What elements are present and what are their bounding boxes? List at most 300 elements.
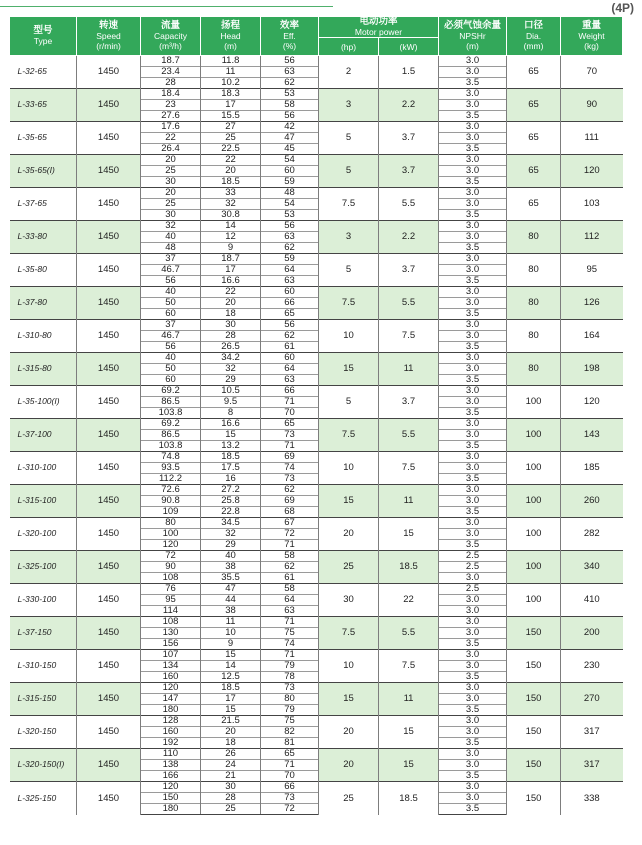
model-cell: L-330-100 xyxy=(10,584,77,617)
npsh-cell: 3.5 xyxy=(439,771,507,782)
eff-cell: 73 xyxy=(261,793,319,804)
npsh-cell: 3.0 xyxy=(439,727,507,738)
npsh-cell: 3.0 xyxy=(439,331,507,342)
power-kw-cell: 15 xyxy=(379,716,439,749)
npsh-cell: 3.0 xyxy=(439,155,507,166)
power-hp-cell: 7.5 xyxy=(319,419,379,452)
weight-cell: 200 xyxy=(561,617,623,650)
head-cell: 12.5 xyxy=(201,672,261,683)
model-cell: L-315-80 xyxy=(10,353,77,386)
model-cell: L-33-80 xyxy=(10,221,77,254)
dia-cell: 150 xyxy=(507,782,561,815)
power-hp-cell: 7.5 xyxy=(319,617,379,650)
weight-cell: 282 xyxy=(561,518,623,551)
npsh-cell: 3.5 xyxy=(439,804,507,815)
head-cell: 10.5 xyxy=(201,386,261,397)
table-row xyxy=(10,782,623,793)
npsh-cell: 3.5 xyxy=(439,144,507,155)
capacity-cell: 180 xyxy=(141,705,201,716)
head-cell: 17 xyxy=(201,100,261,111)
speed-cell: 1450 xyxy=(77,353,141,386)
weight-cell: 70 xyxy=(561,56,623,89)
capacity-cell: 110 xyxy=(141,749,201,760)
npsh-cell: 3.5 xyxy=(439,672,507,683)
npsh-cell: 3.0 xyxy=(439,397,507,408)
table-row xyxy=(10,716,623,727)
weight-cell: 111 xyxy=(561,122,623,155)
spec-table-body xyxy=(10,56,623,815)
power-hp-cell: 3 xyxy=(319,221,379,254)
header-head: 扬程 Head (m) xyxy=(201,17,261,56)
power-hp-cell: 30 xyxy=(319,584,379,617)
eff-cell: 78 xyxy=(261,672,319,683)
head-cell: 26 xyxy=(201,749,261,760)
capacity-cell: 90 xyxy=(141,562,201,573)
head-cell: 15 xyxy=(201,705,261,716)
head-cell: 12 xyxy=(201,232,261,243)
eff-cell: 63 xyxy=(261,606,319,617)
speed-cell: 1450 xyxy=(77,56,141,89)
dia-cell: 80 xyxy=(507,320,561,353)
table-row xyxy=(10,155,623,166)
table-row xyxy=(10,518,623,529)
eff-cell: 74 xyxy=(261,639,319,650)
speed-cell: 1450 xyxy=(77,287,141,320)
head-cell: 18 xyxy=(201,738,261,749)
head-cell: 22 xyxy=(201,155,261,166)
weight-cell: 230 xyxy=(561,650,623,683)
weight-cell: 112 xyxy=(561,221,623,254)
head-cell: 15 xyxy=(201,650,261,661)
eff-cell: 63 xyxy=(261,276,319,287)
npsh-cell: 3.0 xyxy=(439,793,507,804)
npsh-cell: 3.0 xyxy=(439,89,507,100)
head-cell: 13.2 xyxy=(201,441,261,452)
capacity-cell: 48 xyxy=(141,243,201,254)
capacity-cell: 103.8 xyxy=(141,408,201,419)
head-cell: 15.5 xyxy=(201,111,261,122)
eff-cell: 79 xyxy=(261,705,319,716)
speed-cell: 1450 xyxy=(77,386,141,419)
power-hp-cell: 10 xyxy=(319,320,379,353)
power-kw-cell: 15 xyxy=(379,518,439,551)
model-cell: L-325-150 xyxy=(10,782,77,815)
capacity-cell: 17.6 xyxy=(141,122,201,133)
npsh-cell: 3.5 xyxy=(439,111,507,122)
eff-cell: 63 xyxy=(261,375,319,386)
weight-cell: 143 xyxy=(561,419,623,452)
capacity-cell: 20 xyxy=(141,155,201,166)
eff-cell: 68 xyxy=(261,507,319,518)
head-cell: 18.7 xyxy=(201,254,261,265)
dia-cell: 150 xyxy=(507,749,561,782)
power-hp-cell: 7.5 xyxy=(319,188,379,221)
head-cell: 38 xyxy=(201,606,261,617)
power-hp-cell: 5 xyxy=(319,155,379,188)
table-row xyxy=(10,749,623,760)
speed-cell: 1450 xyxy=(77,221,141,254)
capacity-cell: 100 xyxy=(141,529,201,540)
eff-cell: 71 xyxy=(261,397,319,408)
dia-cell: 100 xyxy=(507,452,561,485)
power-hp-cell: 25 xyxy=(319,782,379,815)
npsh-cell: 3.0 xyxy=(439,364,507,375)
eff-cell: 73 xyxy=(261,683,319,694)
npsh-cell: 3.0 xyxy=(439,617,507,628)
npsh-cell: 3.0 xyxy=(439,496,507,507)
table-row xyxy=(10,254,623,265)
capacity-cell: 50 xyxy=(141,364,201,375)
capacity-cell: 69.2 xyxy=(141,419,201,430)
eff-cell: 66 xyxy=(261,298,319,309)
head-cell: 11 xyxy=(201,617,261,628)
dia-cell: 80 xyxy=(507,287,561,320)
speed-cell: 1450 xyxy=(77,617,141,650)
head-cell: 29 xyxy=(201,375,261,386)
eff-cell: 58 xyxy=(261,584,319,595)
capacity-cell: 114 xyxy=(141,606,201,617)
head-cell: 32 xyxy=(201,199,261,210)
header-type: 型号 Type xyxy=(10,17,77,56)
model-cell: L-320-100 xyxy=(10,518,77,551)
table-row xyxy=(10,188,623,199)
power-hp-cell: 3 xyxy=(319,89,379,122)
head-cell: 47 xyxy=(201,584,261,595)
head-cell: 26.5 xyxy=(201,342,261,353)
npsh-cell: 3.5 xyxy=(439,309,507,320)
npsh-cell: 3.0 xyxy=(439,221,507,232)
eff-cell: 64 xyxy=(261,595,319,606)
capacity-cell: 128 xyxy=(141,716,201,727)
npsh-cell: 3.0 xyxy=(439,595,507,606)
capacity-cell: 22 xyxy=(141,133,201,144)
npsh-cell: 3.5 xyxy=(439,276,507,287)
head-cell: 22.8 xyxy=(201,507,261,518)
head-cell: 22.5 xyxy=(201,144,261,155)
power-hp-cell: 20 xyxy=(319,518,379,551)
header-dia: 口径 Dia. (mm) xyxy=(507,17,561,56)
head-cell: 17 xyxy=(201,694,261,705)
power-hp-cell: 15 xyxy=(319,485,379,518)
eff-cell: 70 xyxy=(261,408,319,419)
eff-cell: 54 xyxy=(261,199,319,210)
eff-cell: 47 xyxy=(261,133,319,144)
capacity-cell: 120 xyxy=(141,683,201,694)
npsh-cell: 3.5 xyxy=(439,705,507,716)
model-cell: L-37-100 xyxy=(10,419,77,452)
power-kw-cell: 18.5 xyxy=(379,551,439,584)
head-cell: 14 xyxy=(201,221,261,232)
head-cell: 9 xyxy=(201,639,261,650)
head-cell: 11.8 xyxy=(201,56,261,67)
head-cell: 14 xyxy=(201,661,261,672)
table-row xyxy=(10,320,623,331)
npsh-cell: 3.0 xyxy=(439,518,507,529)
eff-cell: 63 xyxy=(261,67,319,78)
head-cell: 10 xyxy=(201,628,261,639)
head-cell: 28 xyxy=(201,331,261,342)
eff-cell: 58 xyxy=(261,551,319,562)
head-cell: 16 xyxy=(201,474,261,485)
npsh-cell: 3.0 xyxy=(439,573,507,584)
head-cell: 18 xyxy=(201,309,261,320)
table-row xyxy=(10,287,623,298)
eff-cell: 71 xyxy=(261,760,319,771)
table-row xyxy=(10,353,623,364)
npsh-cell: 3.5 xyxy=(439,342,507,353)
table-row xyxy=(10,452,623,463)
power-kw-cell: 18.5 xyxy=(379,782,439,815)
eff-cell: 61 xyxy=(261,342,319,353)
dia-cell: 65 xyxy=(507,188,561,221)
speed-cell: 1450 xyxy=(77,683,141,716)
head-cell: 18.5 xyxy=(201,452,261,463)
eff-cell: 67 xyxy=(261,518,319,529)
head-cell: 8 xyxy=(201,408,261,419)
capacity-cell: 109 xyxy=(141,507,201,518)
head-cell: 9 xyxy=(201,243,261,254)
header-hp: (hp) xyxy=(319,38,379,56)
power-hp-cell: 2 xyxy=(319,56,379,89)
power-kw-cell: 15 xyxy=(379,749,439,782)
eff-cell: 62 xyxy=(261,331,319,342)
capacity-cell: 166 xyxy=(141,771,201,782)
eff-cell: 81 xyxy=(261,738,319,749)
model-cell: L-32-65 xyxy=(10,56,77,89)
npsh-cell: 3.0 xyxy=(439,716,507,727)
head-cell: 15 xyxy=(201,430,261,441)
head-cell: 17 xyxy=(201,265,261,276)
weight-cell: 95 xyxy=(561,254,623,287)
eff-cell: 65 xyxy=(261,309,319,320)
eff-cell: 71 xyxy=(261,650,319,661)
table-row xyxy=(10,386,623,397)
eff-cell: 59 xyxy=(261,254,319,265)
npsh-cell: 2.5 xyxy=(439,562,507,573)
eff-cell: 70 xyxy=(261,771,319,782)
model-cell: L-320-150 xyxy=(10,716,77,749)
head-cell: 27.2 xyxy=(201,485,261,496)
capacity-cell: 25 xyxy=(141,166,201,177)
eff-cell: 73 xyxy=(261,430,319,441)
head-cell: 40 xyxy=(201,551,261,562)
eff-cell: 64 xyxy=(261,265,319,276)
table-row xyxy=(10,551,623,562)
speed-cell: 1450 xyxy=(77,485,141,518)
head-cell: 44 xyxy=(201,595,261,606)
capacity-cell: 30 xyxy=(141,177,201,188)
model-cell: L-310-80 xyxy=(10,320,77,353)
head-cell: 30.8 xyxy=(201,210,261,221)
head-cell: 16.6 xyxy=(201,419,261,430)
capacity-cell: 120 xyxy=(141,540,201,551)
npsh-cell: 3.0 xyxy=(439,287,507,298)
power-kw-cell: 3.7 xyxy=(379,122,439,155)
npsh-cell: 3.0 xyxy=(439,463,507,474)
model-cell: L-325-100 xyxy=(10,551,77,584)
power-kw-cell: 3.7 xyxy=(379,254,439,287)
table-row xyxy=(10,89,623,100)
dia-cell: 100 xyxy=(507,584,561,617)
power-hp-cell: 15 xyxy=(319,683,379,716)
npsh-cell: 3.0 xyxy=(439,628,507,639)
npsh-cell: 3.0 xyxy=(439,529,507,540)
eff-cell: 60 xyxy=(261,166,319,177)
power-kw-cell: 3.7 xyxy=(379,386,439,419)
npsh-cell: 3.0 xyxy=(439,683,507,694)
capacity-cell: 150 xyxy=(141,793,201,804)
head-cell: 16.6 xyxy=(201,276,261,287)
dia-cell: 80 xyxy=(507,353,561,386)
model-cell: L-35-100(I) xyxy=(10,386,77,419)
capacity-cell: 40 xyxy=(141,232,201,243)
weight-cell: 185 xyxy=(561,452,623,485)
npsh-cell: 3.5 xyxy=(439,375,507,386)
npsh-cell: 3.5 xyxy=(439,243,507,254)
capacity-cell: 23 xyxy=(141,100,201,111)
capacity-cell: 112.2 xyxy=(141,474,201,485)
speed-cell: 1450 xyxy=(77,155,141,188)
model-cell: L-37-150 xyxy=(10,617,77,650)
capacity-cell: 72.6 xyxy=(141,485,201,496)
power-hp-cell: 10 xyxy=(319,452,379,485)
weight-cell: 198 xyxy=(561,353,623,386)
table-row xyxy=(10,683,623,694)
power-kw-cell: 5.5 xyxy=(379,617,439,650)
weight-cell: 120 xyxy=(561,155,623,188)
table-row xyxy=(10,485,623,496)
speed-cell: 1450 xyxy=(77,650,141,683)
capacity-cell: 120 xyxy=(141,782,201,793)
npsh-cell: 3.5 xyxy=(439,639,507,650)
speed-cell: 1450 xyxy=(77,716,141,749)
capacity-cell: 80 xyxy=(141,518,201,529)
npsh-cell: 3.0 xyxy=(439,419,507,430)
pump-spec-table xyxy=(9,16,623,815)
capacity-cell: 37 xyxy=(141,320,201,331)
npsh-cell: 3.0 xyxy=(439,320,507,331)
npsh-cell: 3.5 xyxy=(439,474,507,485)
npsh-cell: 3.0 xyxy=(439,782,507,793)
capacity-cell: 147 xyxy=(141,694,201,705)
weight-cell: 126 xyxy=(561,287,623,320)
model-cell: L-320-150(I) xyxy=(10,749,77,782)
speed-cell: 1450 xyxy=(77,254,141,287)
capacity-cell: 30 xyxy=(141,210,201,221)
table-row xyxy=(10,56,623,67)
capacity-cell: 90.8 xyxy=(141,496,201,507)
eff-cell: 72 xyxy=(261,804,319,815)
power-kw-cell: 5.5 xyxy=(379,188,439,221)
table-row xyxy=(10,419,623,430)
power-kw-cell: 22 xyxy=(379,584,439,617)
head-cell: 33 xyxy=(201,188,261,199)
dia-cell: 150 xyxy=(507,683,561,716)
model-cell: L-315-100 xyxy=(10,485,77,518)
capacity-cell: 18.7 xyxy=(141,56,201,67)
npsh-cell: 3.0 xyxy=(439,133,507,144)
power-kw-cell: 5.5 xyxy=(379,419,439,452)
dia-cell: 100 xyxy=(507,386,561,419)
header-motor-power: 电动功率 Motor power xyxy=(319,17,439,38)
head-cell: 20 xyxy=(201,727,261,738)
dia-cell: 65 xyxy=(507,155,561,188)
head-cell: 11 xyxy=(201,67,261,78)
head-cell: 24 xyxy=(201,760,261,771)
npsh-cell: 3.0 xyxy=(439,56,507,67)
weight-cell: 317 xyxy=(561,749,623,782)
npsh-cell: 3.0 xyxy=(439,254,507,265)
weight-cell: 338 xyxy=(561,782,623,815)
dia-cell: 80 xyxy=(507,221,561,254)
speed-cell: 1450 xyxy=(77,320,141,353)
power-kw-cell: 11 xyxy=(379,353,439,386)
page-tag: (4P) xyxy=(611,1,634,15)
weight-cell: 90 xyxy=(561,89,623,122)
npsh-cell: 3.5 xyxy=(439,441,507,452)
header-capacity: 流量 Capacity (m³/h) xyxy=(141,17,201,56)
dia-cell: 150 xyxy=(507,650,561,683)
eff-cell: 75 xyxy=(261,716,319,727)
power-hp-cell: 20 xyxy=(319,749,379,782)
eff-cell: 61 xyxy=(261,573,319,584)
power-kw-cell: 7.5 xyxy=(379,650,439,683)
eff-cell: 73 xyxy=(261,474,319,485)
model-cell: L-33-65 xyxy=(10,89,77,122)
power-hp-cell: 10 xyxy=(319,650,379,683)
npsh-cell: 3.5 xyxy=(439,210,507,221)
capacity-cell: 25 xyxy=(141,199,201,210)
head-cell: 25 xyxy=(201,804,261,815)
model-cell: L-35-65(I) xyxy=(10,155,77,188)
eff-cell: 48 xyxy=(261,188,319,199)
model-cell: L-37-65 xyxy=(10,188,77,221)
head-cell: 28 xyxy=(201,793,261,804)
npsh-cell: 3.0 xyxy=(439,485,507,496)
power-kw-cell: 11 xyxy=(379,683,439,716)
power-kw-cell: 7.5 xyxy=(379,452,439,485)
speed-cell: 1450 xyxy=(77,122,141,155)
npsh-cell: 3.5 xyxy=(439,177,507,188)
power-kw-cell: 1.5 xyxy=(379,56,439,89)
head-cell: 32 xyxy=(201,529,261,540)
model-cell: L-310-150 xyxy=(10,650,77,683)
power-hp-cell: 5 xyxy=(319,254,379,287)
npsh-cell: 3.0 xyxy=(439,265,507,276)
power-kw-cell: 2.2 xyxy=(379,221,439,254)
power-kw-cell: 11 xyxy=(379,485,439,518)
eff-cell: 45 xyxy=(261,144,319,155)
eff-cell: 53 xyxy=(261,89,319,100)
capacity-cell: 108 xyxy=(141,573,201,584)
capacity-cell: 56 xyxy=(141,276,201,287)
head-cell: 9.5 xyxy=(201,397,261,408)
head-cell: 18.5 xyxy=(201,177,261,188)
speed-cell: 1450 xyxy=(77,188,141,221)
capacity-cell: 69.2 xyxy=(141,386,201,397)
head-cell: 27 xyxy=(201,122,261,133)
head-cell: 25.8 xyxy=(201,496,261,507)
dia-cell: 100 xyxy=(507,485,561,518)
eff-cell: 72 xyxy=(261,529,319,540)
top-divider-line xyxy=(0,6,333,7)
capacity-cell: 20 xyxy=(141,188,201,199)
weight-cell: 340 xyxy=(561,551,623,584)
capacity-cell: 18.4 xyxy=(141,89,201,100)
speed-cell: 1450 xyxy=(77,89,141,122)
capacity-cell: 37 xyxy=(141,254,201,265)
npsh-cell: 3.0 xyxy=(439,232,507,243)
